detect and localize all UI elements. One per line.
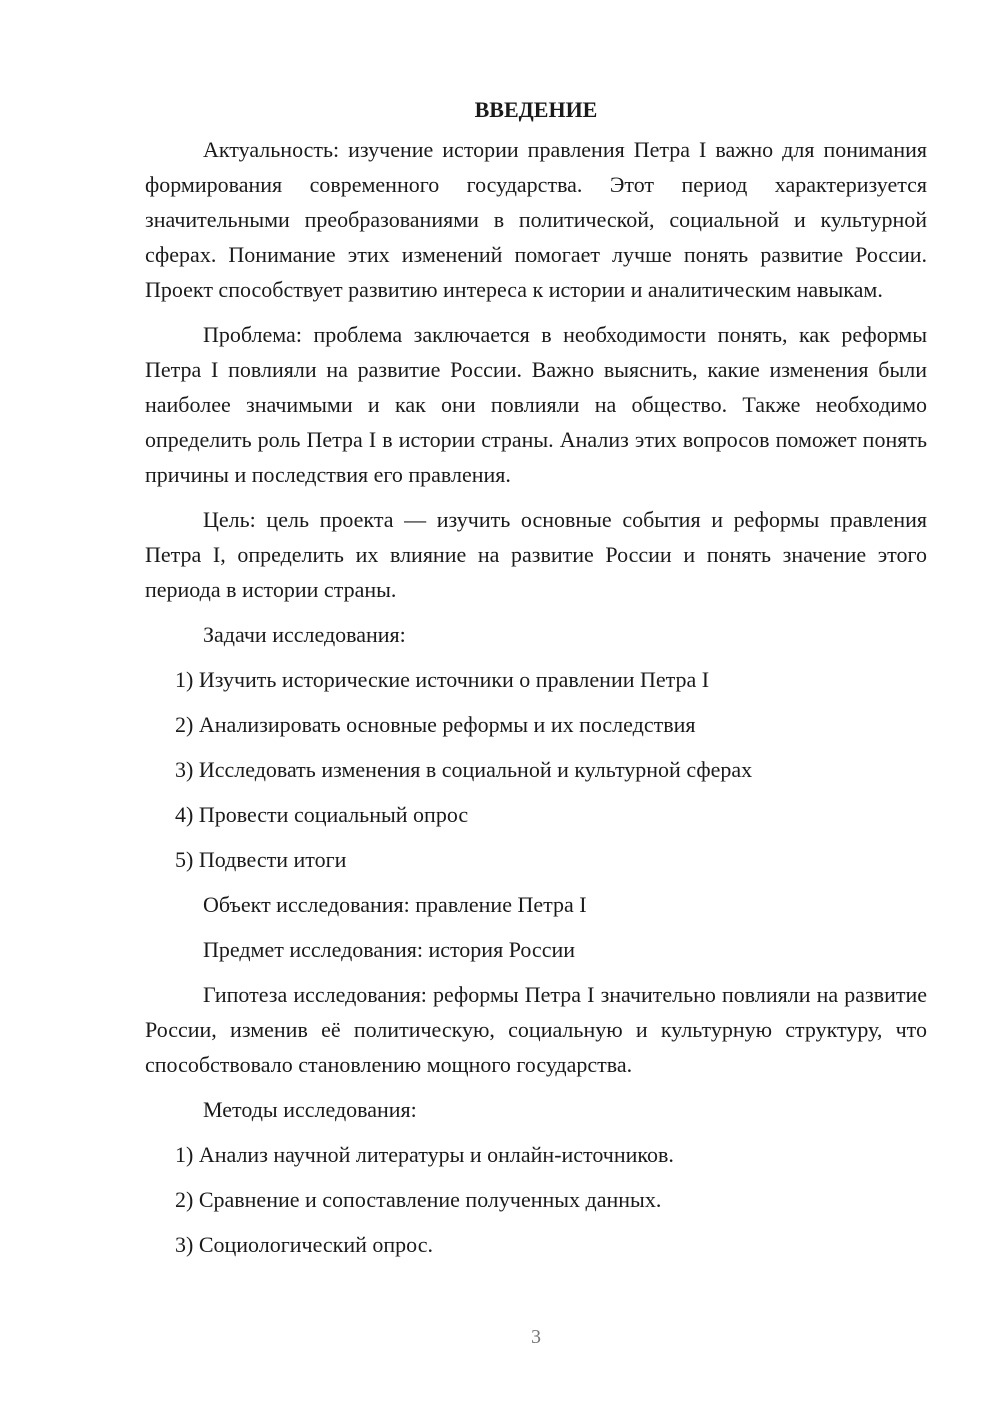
list-item: 4) Провести социальный опрос — [175, 802, 469, 827]
hypothesis-paragraph: Гипотеза исследования: реформы Петра I значительно повлияли на развитие России, изменив её политическую, социальную и культурную структуру, что способствовало становлению мощного государства. — [145, 982, 927, 1077]
problem-paragraph: Проблема: проблема заключается в необходимости понять, как реформы Петра I повлияли на развитие России. Важно выяснить, какие изменения были наиболее значимыми и как они повлияли на общество. Также необходимо определить роль Петра I в истории страны. Анализ этих вопросов поможет понять причины и последствия его правления. — [145, 322, 927, 487]
list-item: 2) Сравнение и сопоставление полученных данных. — [175, 1187, 662, 1212]
research-subject: Предмет исследования: история России — [203, 937, 576, 962]
research-object: Объект исследования: правление Петра I — [203, 892, 587, 917]
list-item: 1) Анализ научной литературы и онлайн-источников. — [175, 1142, 674, 1167]
goal-paragraph: Цель: цель проекта — изучить основные события и реформы правления Петра I, определить их влияние на развитие России и понять значение этого периода в истории страны. — [145, 507, 927, 602]
document-page — [145, 92, 927, 1272]
tasks-list — [145, 662, 927, 877]
methods-list — [145, 1137, 927, 1262]
relevance-paragraph: Актуальность: изучение истории правления Петра I важно для понимания формирования современного государства. Этот период характеризуется значительными преобразованиями в политической, социальной и культурной сферах. Понимание этих изменений помогает лучше понять развитие России. Проект способствует развитию интереса к истории и аналитическим навыкам. — [145, 137, 927, 302]
list-item: 2) Анализировать основные реформы и их последствия — [175, 712, 696, 737]
list-item: 5) Подвести итоги — [175, 847, 347, 872]
document-title: ВВЕДЕНИЕ — [474, 97, 598, 122]
tasks-heading: Задачи исследования: — [203, 622, 406, 647]
list-item: 1) Изучить исторические источники о правлении Петра I — [175, 667, 710, 692]
methods-heading: Методы исследования: — [203, 1097, 417, 1122]
list-item: 3) Исследовать изменения в социальной и культурной сферах — [175, 757, 753, 782]
page-number: 3 — [531, 1326, 541, 1348]
list-item: 3) Социологический опрос. — [175, 1232, 433, 1257]
